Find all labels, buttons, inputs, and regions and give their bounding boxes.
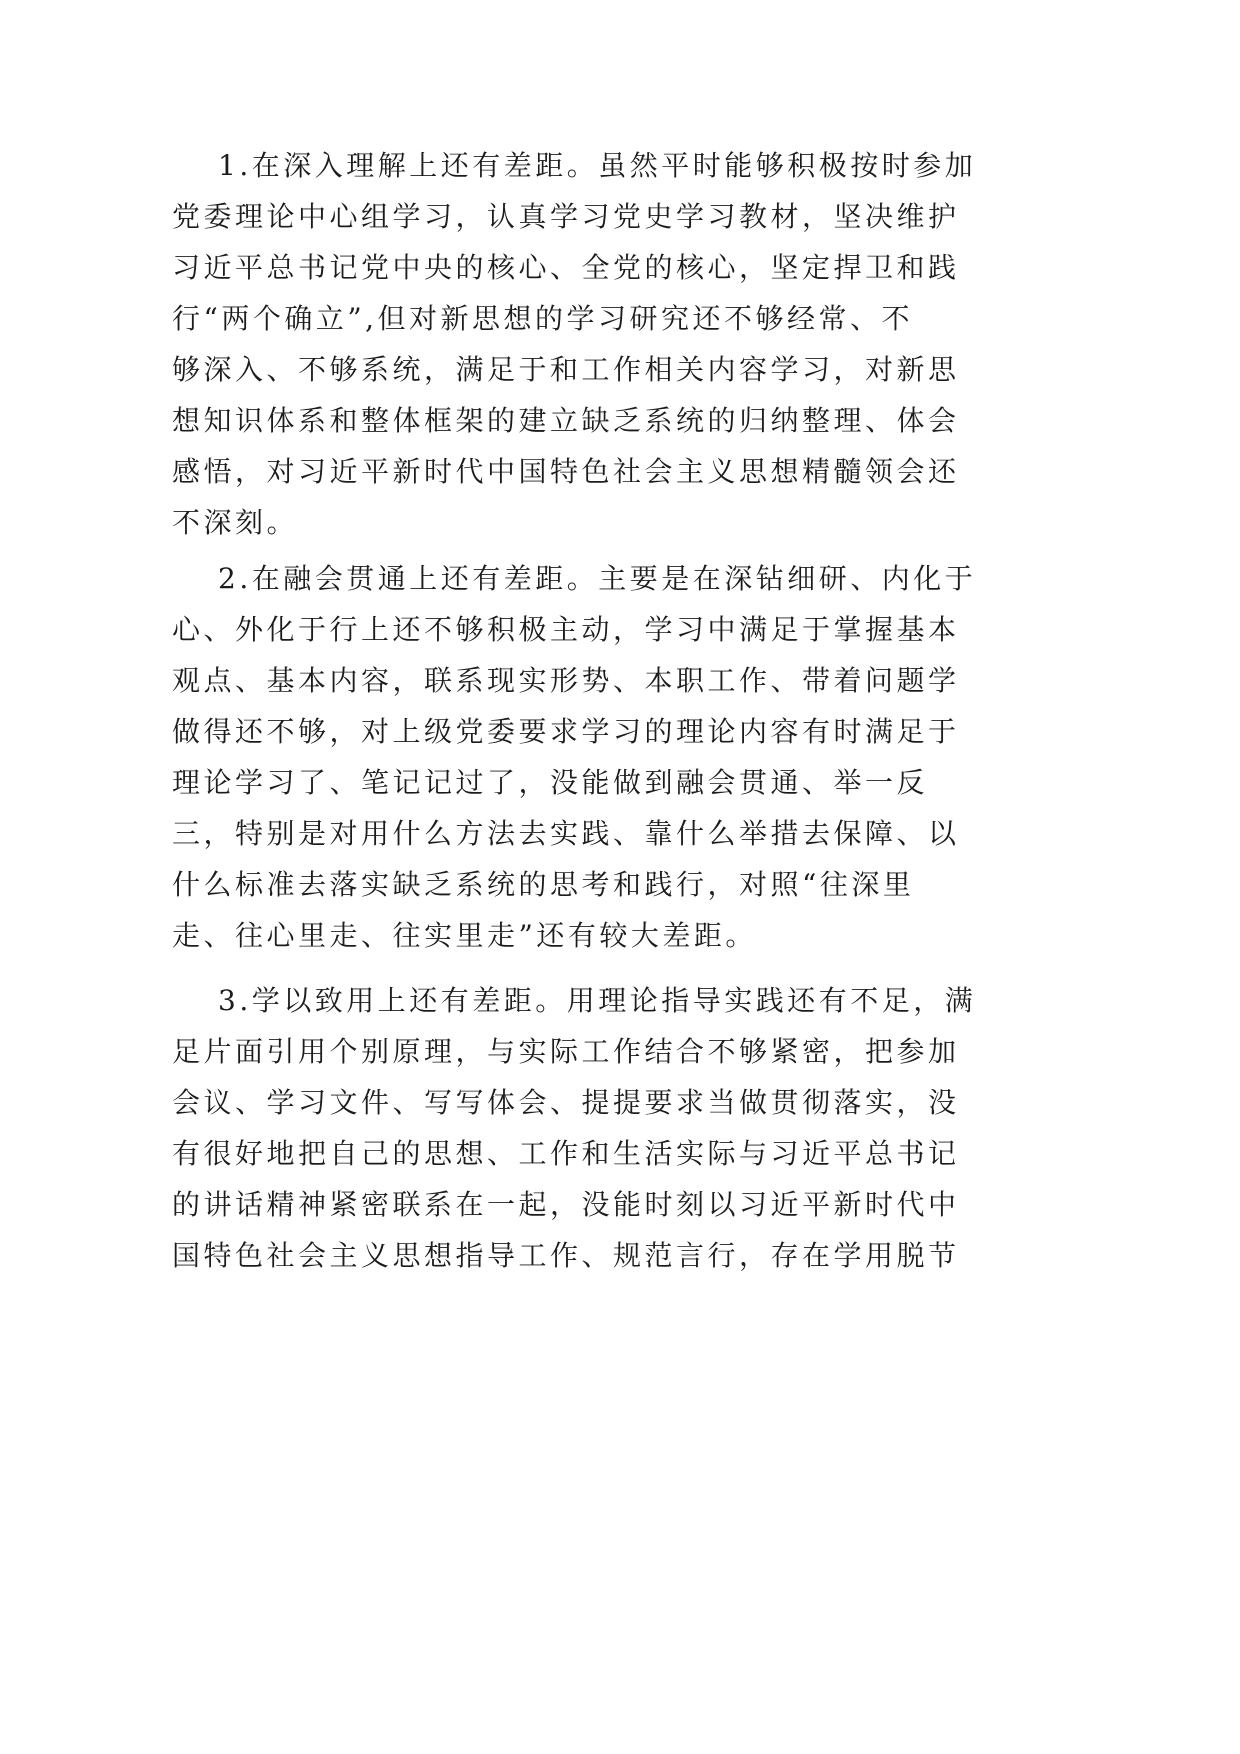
paragraph-2	[172, 553, 977, 961]
text-line: 心、外化于行上还不够积极主动，学习中满足于掌握基本	[172, 613, 960, 646]
text-line: 观点、基本内容，联系现实形势、本职工作、带着问题学	[172, 664, 960, 697]
paragraph-1	[172, 140, 977, 548]
text-line: 不深刻。	[172, 506, 299, 539]
text-line: 行“两个确立”,但对新思想的学习研究还不够经常、不	[172, 302, 914, 335]
text-line: 国特色社会主义思想指导工作、规范言行，存在学用脱节	[172, 1239, 960, 1272]
text-line: 有很好地把自己的思想、工作和生活实际与习近平总书记	[172, 1137, 960, 1170]
document-body	[172, 140, 977, 1281]
text-line: 感悟，对习近平新时代中国特色社会主义思想精髓领会还	[172, 455, 960, 488]
text-line: 什么标准去落实缺乏系统的思考和践行，对照“往深里	[172, 868, 915, 901]
text-line: 2.在融会贯通上还有差距。主要是在深钻细研、内化于	[218, 562, 977, 595]
text-line: 理论学习了、笔记记过了，没能做到融会贯通、举一反	[172, 766, 929, 799]
text-line: 1.在深入理解上还有差距。虽然平时能够积极按时参加	[218, 149, 977, 182]
text-line: 够深入、不够系统，满足于和工作相关内容学习，对新思	[172, 353, 960, 386]
text-line: 党委理论中心组学习，认真学习党史学习教材，坚决维护	[172, 200, 960, 233]
text-line: 三，特别是对用什么方法去实践、靠什么举措去保障、以	[172, 817, 960, 850]
text-line: 足片面引用个别原理，与实际工作结合不够紧密，把参加	[172, 1035, 960, 1068]
paragraph-3	[172, 975, 977, 1281]
text-line: 3.学以致用上还有差距。用理论指导实践还有不足，满	[218, 984, 977, 1017]
text-line: 的讲话精神紧密联系在一起，没能时刻以习近平新时代中	[172, 1188, 960, 1221]
text-line: 想知识体系和整体框架的建立缺乏系统的归纳整理、体会	[172, 404, 960, 437]
text-line: 做得还不够，对上级党委要求学习的理论内容有时满足于	[172, 715, 960, 748]
text-line: 会议、学习文件、写写体会、提提要求当做贯彻落实，没	[172, 1086, 960, 1119]
text-line: 习近平总书记党中央的核心、全党的核心，坚定捍卫和践	[172, 251, 960, 284]
text-line: 走、往心里走、往实里走”还有较大差距。	[172, 919, 757, 952]
